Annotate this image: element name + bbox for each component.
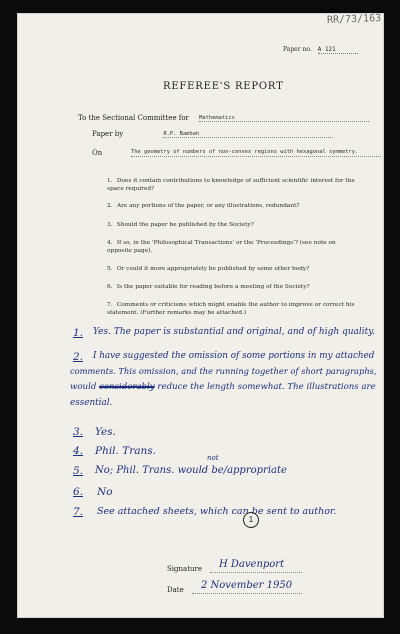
answer-1-text: Yes. The paper is substantial and original, and of high quality.	[93, 327, 376, 337]
signature-label: Signature	[167, 565, 203, 573]
question-number: 3.	[107, 222, 113, 228]
answer-6-number: 6.	[73, 486, 84, 498]
question-text: Does it contain contributions to knowledge of sufficient scientific interest for the space required?	[107, 178, 355, 192]
paper-title-value: The geometry of numbers of non-convex regions with hexagonal symmetry.	[131, 149, 381, 157]
paper-number-label: Paper no.	[283, 46, 312, 53]
question-text: If so, in the 'Philosophical Transactions' or the 'Proceedings'? (see note on opposite page).	[107, 240, 336, 254]
question-1	[107, 178, 355, 194]
answer-3-number: 3.	[73, 426, 84, 438]
answer-1-number: 1.	[73, 327, 84, 339]
question-number: 2.	[107, 203, 113, 209]
answer-2-line-3	[70, 383, 376, 392]
report-form	[17, 13, 384, 618]
question-7	[107, 302, 355, 318]
answer-3-text: Yes.	[95, 426, 116, 438]
date-label: Date	[167, 586, 184, 594]
sectional-committee-value: Mathematics	[199, 115, 369, 122]
archive-reference: RR/73/163	[326, 13, 382, 26]
paper-number	[283, 46, 358, 54]
paper-by-label: Paper by	[92, 130, 124, 138]
answer-2-struck-word: considerably	[99, 382, 155, 392]
question-3	[107, 222, 355, 230]
question-5	[107, 266, 355, 274]
sectional-committee-label: To the Sectional Committee for	[78, 114, 189, 122]
question-6	[107, 284, 355, 292]
on-label: On	[92, 149, 103, 157]
question-text: Is the paper suitable for reading before a meeting of the Society?	[116, 284, 310, 290]
answer-5-insertion: not	[207, 454, 219, 462]
paper-by-field	[92, 130, 333, 138]
question-text: Should the paper be published by the Society?	[116, 222, 254, 228]
question-number: 4.	[107, 240, 113, 246]
date-line	[192, 593, 302, 594]
answer-2-line-2: comments. This omission, and the running together of short paragraphs,	[70, 366, 377, 376]
answer-2-line-4: essential.	[70, 398, 113, 408]
answer-7-text: See attached sheets, which can be sent to author.	[97, 506, 337, 517]
answer-4-text: Phil. Trans.	[95, 445, 156, 457]
answer-2-word-would: would	[70, 382, 97, 392]
question-number: 5.	[107, 266, 113, 272]
answer-4-number: 4.	[73, 445, 84, 457]
question-2	[107, 203, 355, 211]
question-4	[107, 240, 355, 256]
paper-number-value: A 121	[318, 46, 358, 54]
question-number: 7.	[107, 302, 113, 308]
answer-5-text: No; Phil. Trans. would be/appropriate	[95, 465, 287, 476]
paper-by-value: R.P. Bambah	[163, 131, 333, 138]
answer-2-line-3-rest: reduce the length somewhat. The illustrations are	[157, 382, 376, 392]
signature-value: H Davenport	[219, 559, 285, 570]
date-value: 2 November 1950	[201, 580, 293, 591]
answer-2-number: 2.	[73, 351, 84, 363]
question-text: Comments or criticisms which might enable the author to improve or correct his statement. (Further remarks may be attached.)	[107, 302, 355, 316]
page-marker: 1	[243, 512, 259, 528]
answer-5-number: 5.	[73, 465, 84, 477]
question-text: Or could it more appropriately be published by some other body?	[116, 266, 310, 272]
answer-2-line-1: I have suggested the omission of some portions in my attached	[93, 351, 375, 361]
answer-7-number: 7.	[73, 506, 84, 518]
signature-line	[210, 572, 302, 573]
sectional-committee-field	[78, 114, 369, 122]
answer-6-text: No	[97, 486, 113, 498]
question-number: 6.	[107, 284, 113, 290]
question-number: 1.	[107, 178, 113, 184]
report-title: REFEREE'S REPORT	[163, 81, 284, 92]
question-text: Are any portions of the paper, or any illustrations, redundant?	[116, 203, 300, 209]
